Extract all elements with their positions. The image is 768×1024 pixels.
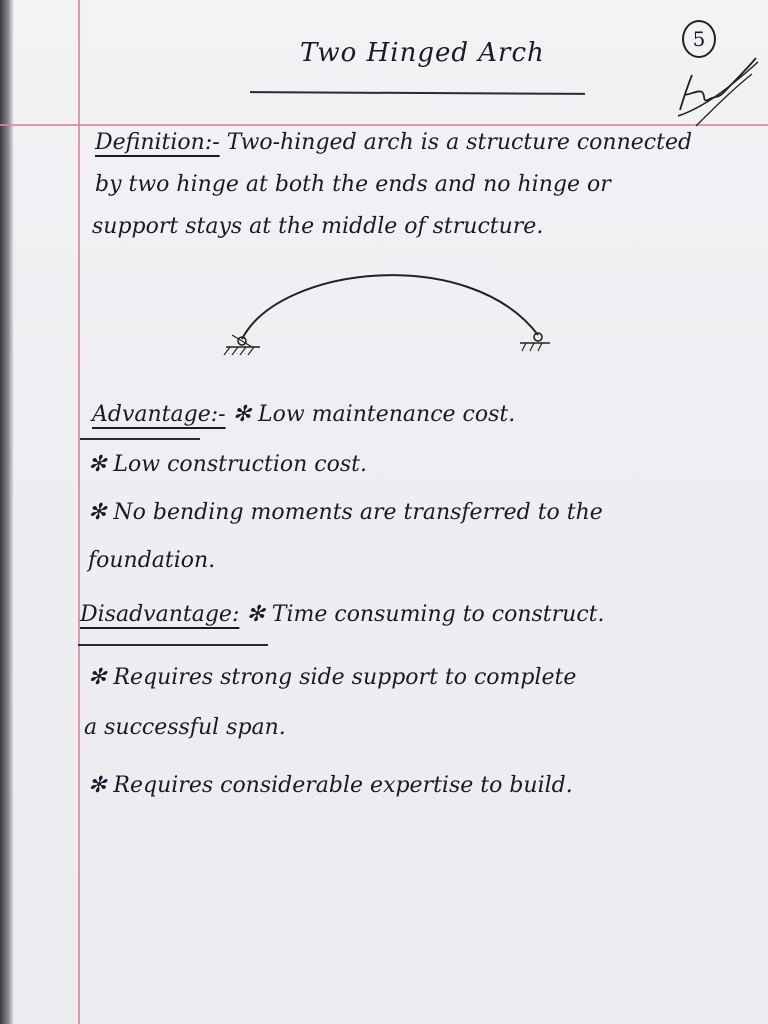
advantage-line-2: ✻ Low construction cost. xyxy=(88,452,367,477)
binding-shadow xyxy=(0,0,14,1024)
disadvantage-text-1: ✻ Time consuming to construct. xyxy=(246,602,605,627)
disadvantage-line-2: ✻ Requires strong side support to complete xyxy=(88,665,577,690)
definition-line-1 xyxy=(95,130,692,155)
definition-line-3: support stays at the middle of structure. xyxy=(92,214,544,239)
disadvantage-line-1 xyxy=(80,602,605,627)
definition-text-1: Two-hinged arch is a structure connected xyxy=(226,130,693,155)
advantage-text-1: ✻ Low maintenance cost. xyxy=(232,402,516,427)
disadvantage-line-3: a successful span. xyxy=(84,715,286,740)
disadvantage-underline xyxy=(78,644,268,646)
page-number: 5 xyxy=(682,20,716,58)
signature-icon xyxy=(672,50,762,130)
page-title: Two Hinged Arch xyxy=(300,38,545,68)
header-line xyxy=(0,124,768,126)
definition-heading: Definition:- xyxy=(95,130,220,155)
arch-curve xyxy=(242,275,538,339)
advantage-line-3: ✻ No bending moments are transferred to the xyxy=(88,500,603,525)
advantage-underline xyxy=(80,438,200,440)
advantage-heading: Advantage:- xyxy=(92,402,226,427)
margin-line xyxy=(78,0,80,1024)
right-hinge-support-icon xyxy=(520,333,550,351)
definition-line-2: by two hinge at both the ends and no hinge or xyxy=(95,172,611,197)
advantage-line-1 xyxy=(92,402,515,427)
title-underline xyxy=(250,91,585,95)
advantage-line-4: foundation. xyxy=(88,548,216,573)
two-hinged-arch-diagram xyxy=(220,255,560,365)
disadvantage-heading: Disadvantage: xyxy=(80,602,240,627)
disadvantage-line-4: ✻ Requires considerable expertise to build. xyxy=(88,773,573,798)
